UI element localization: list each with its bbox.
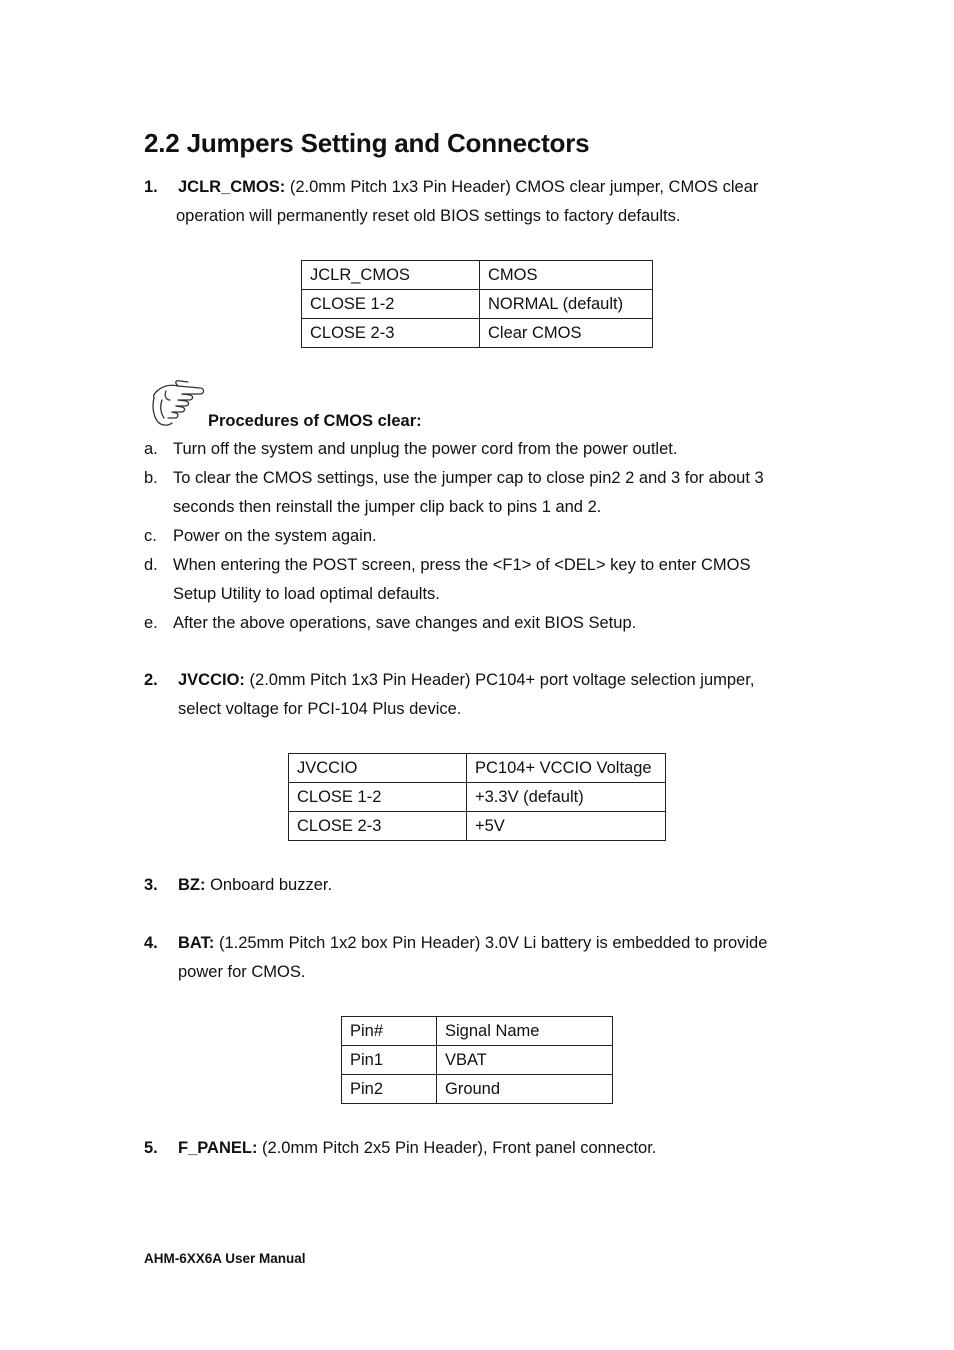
table-cell: CLOSE 1-2: [302, 290, 480, 319]
list-item: [144, 464, 824, 522]
item-bz: [144, 871, 158, 900]
item-number: 2.: [144, 671, 158, 689]
item-text-line1: (2.0mm Pitch 1x3 Pin Header) PC104+ port voltage selection jumper,: [244, 671, 755, 689]
table-cell: +5V: [467, 812, 666, 841]
step-marker: a.: [144, 440, 158, 458]
item-jvccio: [144, 666, 158, 695]
item-text-line2: power for CMOS.: [178, 963, 306, 981]
table-row: [289, 754, 666, 783]
table-row: [342, 1017, 613, 1046]
table-row: [342, 1046, 613, 1075]
item-f-panel: [144, 1134, 158, 1163]
table-cell: CLOSE 2-3: [289, 812, 467, 841]
item-text-line1: Onboard buzzer.: [205, 876, 333, 894]
item-text-line1: (2.0mm Pitch 1x3 Pin Header) CMOS clear jumper, CMOS clear: [285, 178, 759, 196]
table-cell: PC104+ VCCIO Voltage: [467, 754, 666, 783]
item-key: F_PANEL:: [178, 1139, 258, 1157]
table-cell: VBAT: [437, 1046, 613, 1075]
step-text: Turn off the system and unplug the power cord from the power outlet.: [173, 440, 678, 458]
list-item: [144, 609, 824, 638]
table-cell: Signal Name: [437, 1017, 613, 1046]
step-text: seconds then reinstall the jumper clip back to pins 1 and 2.: [173, 498, 602, 516]
table-cell: Ground: [437, 1075, 613, 1104]
table-row: [289, 783, 666, 812]
table-row: [302, 261, 653, 290]
step-text: Setup Utility to load optimal defaults.: [173, 585, 440, 603]
table-cell: Pin1: [342, 1046, 437, 1075]
item-text-line2: operation will permanently reset old BIOS settings to factory defaults.: [176, 207, 681, 225]
step-text: When entering the POST screen, press the <F1> of <DEL> key to enter CMOS: [173, 556, 751, 574]
item-text-line1: (1.25mm Pitch 1x2 box Pin Header) 3.0V Li battery is embedded to provide: [214, 934, 768, 952]
bat-table: [341, 1016, 613, 1104]
list-item: [144, 522, 824, 551]
step-text: After the above operations, save changes and exit BIOS Setup.: [173, 614, 637, 632]
item-number: 5.: [144, 1139, 158, 1157]
table-cell: NORMAL (default): [480, 290, 653, 319]
note-steps: [144, 435, 824, 638]
table-cell: CLOSE 1-2: [289, 783, 467, 812]
table-cell: Pin2: [342, 1075, 437, 1104]
table-cell: CMOS: [480, 261, 653, 290]
table-row: [342, 1075, 613, 1104]
item-key: BAT:: [178, 934, 215, 952]
list-item: [144, 435, 824, 464]
table-cell: JCLR_CMOS: [302, 261, 480, 290]
item-key: JVCCIO:: [178, 671, 245, 689]
item-text-line2: select voltage for PCI-104 Plus device.: [178, 700, 462, 718]
item-key: BZ:: [178, 876, 206, 894]
item-key: JCLR_CMOS:: [178, 178, 286, 196]
item-jclr-cmos: [144, 173, 158, 202]
table-cell: CLOSE 2-3: [302, 319, 480, 348]
item-text-line1: (2.0mm Pitch 2x5 Pin Header), Front panel connector.: [257, 1139, 657, 1157]
item-bat: [144, 929, 158, 958]
item-jclr-cmos-description: [178, 173, 818, 231]
step-marker: e.: [144, 614, 158, 632]
page-title: 2.2 Jumpers Setting and Connectors: [144, 128, 590, 158]
item-jvccio-description: [178, 666, 818, 724]
list-item: [144, 551, 824, 609]
step-text: Power on the system again.: [173, 527, 377, 545]
jvccio-table: [288, 753, 666, 841]
item-number: 3.: [144, 876, 158, 894]
table-row: [289, 812, 666, 841]
step-marker: c.: [144, 527, 157, 545]
table-row: [302, 290, 653, 319]
jclr-cmos-table: [301, 260, 653, 348]
pointing-hand-icon: [148, 378, 208, 428]
table-cell: Clear CMOS: [480, 319, 653, 348]
note-heading: Procedures of CMOS clear:: [208, 412, 422, 430]
table-row: [302, 319, 653, 348]
table-cell: Pin#: [342, 1017, 437, 1046]
table-cell: JVCCIO: [289, 754, 467, 783]
item-bz-description: [178, 871, 818, 900]
item-number: 1.: [144, 178, 158, 196]
page-footer: AHM-6XX6A User Manual: [144, 1251, 306, 1266]
step-marker: d.: [144, 556, 158, 574]
table-cell: +3.3V (default): [467, 783, 666, 812]
step-text: To clear the CMOS settings, use the jumper cap to close pin2 2 and 3 for about 3: [173, 469, 764, 487]
item-f-panel-description: [178, 1134, 818, 1163]
item-number: 4.: [144, 934, 158, 952]
item-bat-description: [178, 929, 838, 987]
step-marker: b.: [144, 469, 158, 487]
